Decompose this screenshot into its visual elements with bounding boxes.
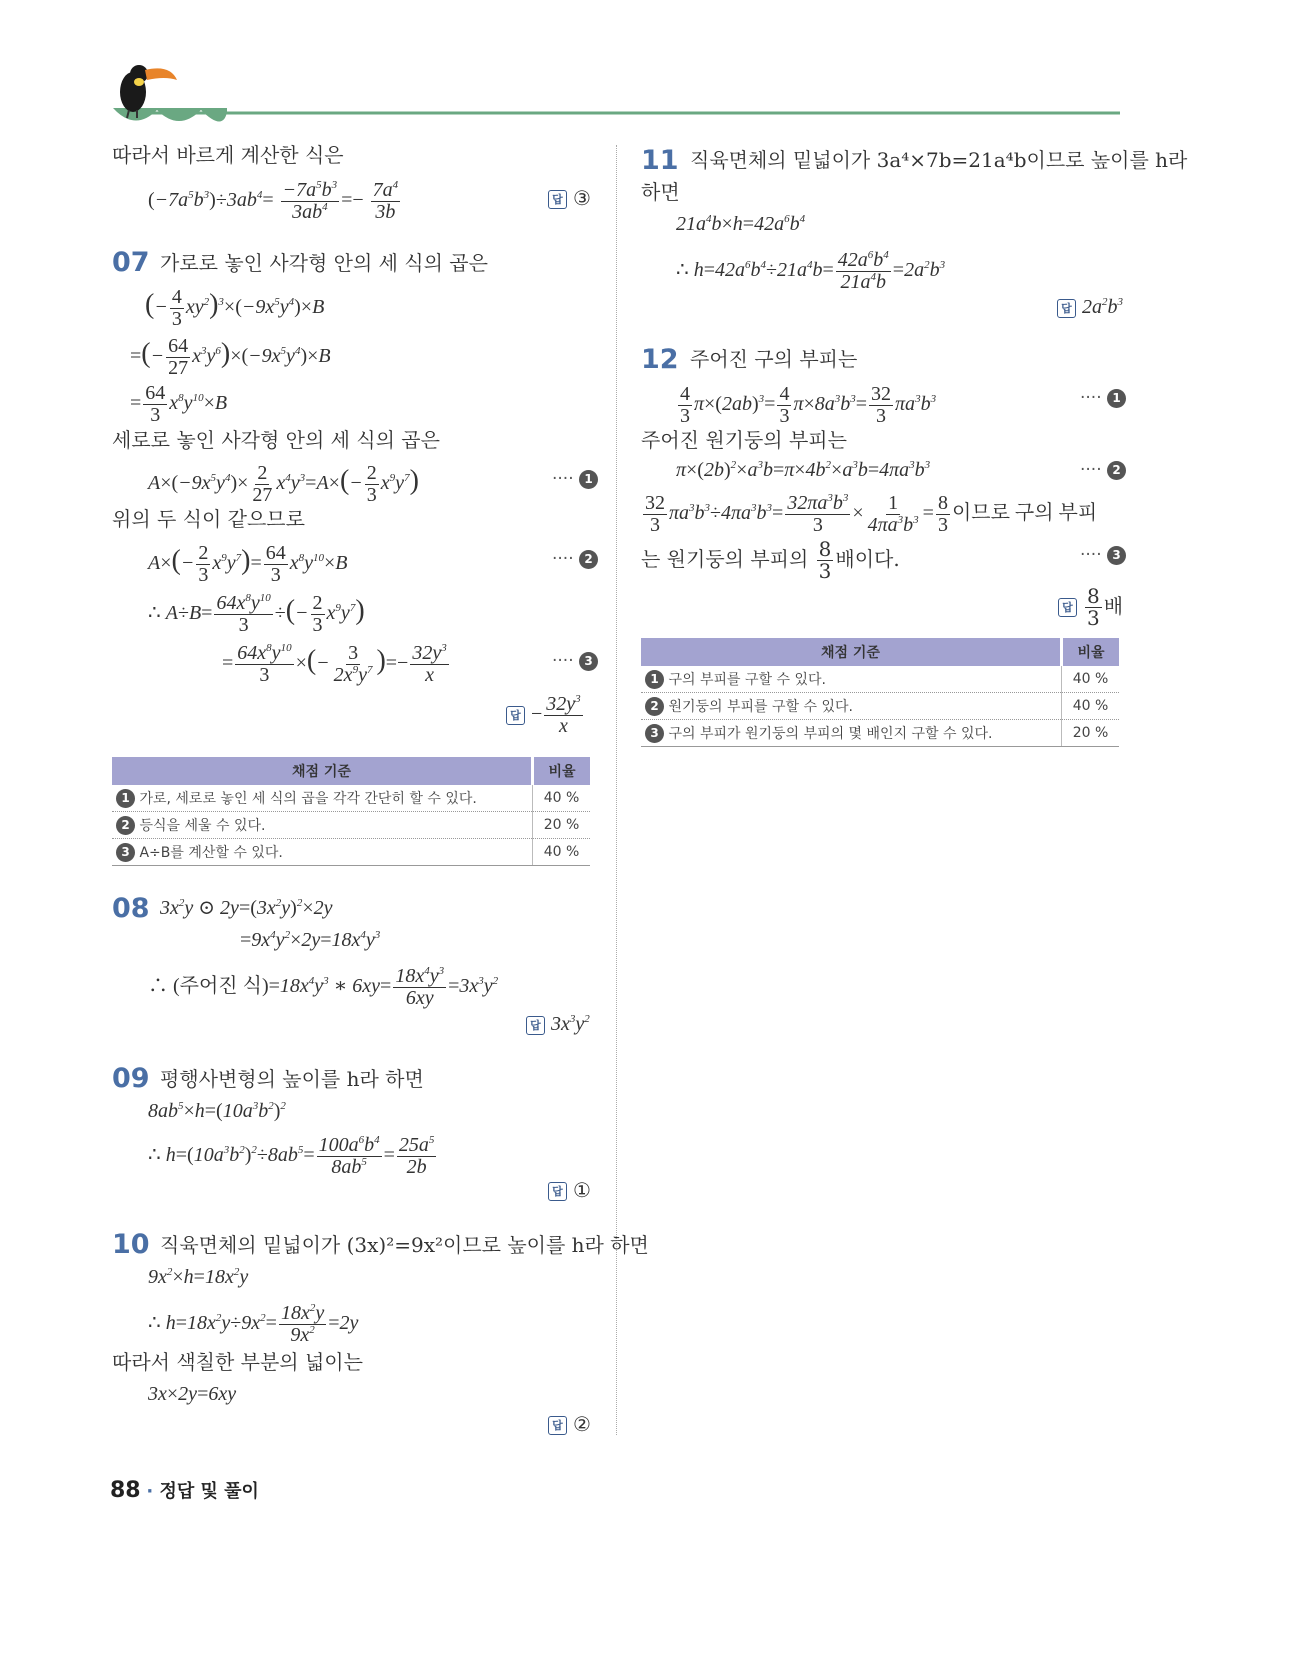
answer-06: 답 ③	[548, 186, 591, 210]
eq-12-2: $\pi\times(2b)^2\times a^3b=\pi\times 4b^2\times a^3b=4\pi a^3b^3$	[676, 459, 931, 481]
p12-tail: 는 원기둥의 부피의 $\frac{8}{3}$ 배이다.	[641, 537, 900, 583]
p12-lead: 주어진 구의 부피는	[690, 347, 858, 371]
intro-text: 따라서 바르게 계산한 식은	[112, 143, 344, 167]
problem-number-10: 10	[112, 1229, 150, 1260]
eq-06: $(-7a^5b^3)\div 3ab^4=$ $\frac{-7a^5b^3}{3ab^4}$ =− $\frac{7a^4}{3b}$	[148, 179, 399, 223]
scoring-table-07	[112, 757, 590, 866]
eq-07-5: A×(− $\frac{2}{3}$ $x^9y^7)=$ $\frac{64}{3}$ $x^8y^{10}\times B$	[148, 542, 348, 586]
table-header-criteria: 채점 기준	[641, 638, 1062, 666]
table-row: 3 A÷B를 계산할 수 있다. 40 %	[112, 839, 590, 866]
problem-number-11: 11	[641, 145, 679, 176]
page-number: 88	[110, 1478, 141, 1503]
eq-07-4: $A\times(-9x^5y^4)\times$ $\frac{2}{27}$ $x^4y^3=A\times(-$ $\frac{2}{3}$ $x^9y^7$)	[148, 462, 419, 506]
footer-section: 정답 및 풀이	[159, 1481, 259, 1502]
answer-10: 답 ②	[548, 1412, 591, 1436]
table-header-criteria: 채점 기준	[112, 757, 533, 785]
answer-07: 답 − $\frac{32y^3}{x}$	[506, 694, 585, 737]
answer-12: 답 $\frac{8}{3}$ 배	[1058, 586, 1123, 629]
marker-1: ···· 1	[1080, 388, 1126, 408]
scoring-table-12	[641, 638, 1119, 747]
eq-10-2: ∴ $h=18x^2y\div 9x^2=$ $\frac{18x^2y}{9x^2}$ =2y	[148, 1302, 359, 1346]
eq-10-1: $9x^2\times h=18x^2y$	[148, 1266, 249, 1288]
eq-11-2: ∴ $h=42a^6b^4\div 21a^4b=$ $\frac{42a^6b^4}{21a^4b}$ $=2a^2b^3$	[676, 249, 946, 293]
p09-lead: 평행사변형의 높이를 h라 하면	[160, 1067, 424, 1091]
table-row: 3 구의 부피가 원기둥의 부피의 몇 배인지 구할 수 있다. 20 %	[641, 720, 1119, 747]
table-row: 1 가로, 세로로 놓인 세 식의 곱을 각각 간단히 할 수 있다. 40 %	[112, 785, 590, 812]
marker-3: ···· 3	[1080, 545, 1126, 565]
p10-mid: 따라서 색칠한 부분의 넓이는	[112, 1350, 363, 1374]
problem-number-08: 08	[112, 893, 150, 924]
table-header-ratio: 비율	[1062, 638, 1120, 666]
eq-07-2: =(− $\frac{64}{27}$ $x^3y^6)\times(-9x^5y^4)\times B$	[130, 335, 331, 379]
p07-mid1: 세로로 놓인 사각형 안의 세 식의 곱은	[112, 428, 440, 452]
eq-08-1: $3x^2y$ ⊙ $2y=(3x^2y)^2\times 2y$	[160, 897, 333, 919]
eq-07-7: = $\frac{64x^8y^{10}}{3}$ ×(− $\frac{3}{2x^9y^7}$ )=− $\frac{32y^3}{x}$	[222, 642, 447, 686]
table-header-ratio: 비율	[533, 757, 591, 785]
footer: 88 · 정답 및 풀이	[110, 1478, 259, 1503]
table-row: 2 원기둥의 부피를 구할 수 있다. 40 %	[641, 693, 1119, 720]
marker-3: ···· 3	[552, 651, 598, 671]
header-decoration	[105, 60, 1125, 130]
answer-08: 답 $3x^3y^2$	[526, 1013, 590, 1036]
eq-09-1: $8ab^5\times h=(10a^3b^2)^2$	[148, 1100, 286, 1122]
p07-lead: 가로로 놓인 사각형 안의 세 식의 곱은	[160, 251, 488, 275]
eq-07-3: = $\frac{64}{3}$ $x^8y^{10}\times B$	[130, 382, 228, 426]
p11-lead2: 하면	[641, 180, 680, 204]
eq-07-1: (− $\frac{4}{3}$ $xy^2)^3\times(-9x^5y^4)\times B$	[145, 286, 325, 330]
answer-11: 답 $2a^2b^3$	[1057, 296, 1123, 319]
eq-07-6: ∴ A÷B= $\frac{64x^8y^{10}}{3}$ ÷(− $\frac{2}{3}$ $x^9y^7$)	[148, 592, 365, 636]
p11-lead: 직육면체의 밑넓이가 3a⁴×7b=21a⁴b이므로 높이를 h라	[690, 148, 1188, 172]
eq-11-1: $21a^4b\times h=42a^6b^4$	[676, 213, 806, 235]
table-row: 1 구의 부피를 구할 수 있다. 40 %	[641, 666, 1119, 693]
marker-2: ···· 2	[1080, 460, 1126, 480]
marker-1: ···· 1	[552, 469, 598, 489]
problem-number-12: 12	[641, 344, 679, 375]
p10-lead: 직육면체의 밑넓이가 (3x)²=9x²이므로 높이를 h라 하면	[160, 1233, 649, 1257]
eq-10-3: 3x×2y=6xy	[148, 1383, 237, 1405]
answer-09: 답 ①	[548, 1178, 591, 1202]
p07-mid2: 위의 두 식이 같으므로	[112, 507, 305, 531]
problem-number-07: 07	[112, 247, 150, 278]
eq-12-1: $\frac{4}{3}$ $\pi\times(2ab)^3=$ $\frac{4}{3}$ $\pi\times 8a^3b^3=$ $\frac{32}{3}$ $\pi a^3b^3$	[680, 383, 937, 427]
p12-mid: 주어진 원기둥의 부피는	[641, 428, 847, 452]
table-row: 2 등식을 세울 수 있다. 20 %	[112, 812, 590, 839]
eq-08-3: ∴ (주어진 식)$=18x^4y^3$ ∗ 6xy= $\frac{18x^4y^3}{6xy}$ $=3x^3y^2$	[148, 965, 499, 1009]
eq-08-2: $=9x^4y^2\times 2y=18x^4y^3$	[240, 929, 381, 951]
eq-09-2: ∴ $h=(10a^3b^2)^2\div 8ab^5=$ $\frac{100a^6b^4}{8ab^5}$ = $\frac{25a^5}{2b}$	[148, 1134, 435, 1178]
problem-number-09: 09	[112, 1063, 150, 1094]
eq-12-3: $\frac{32}{3}$ $\pi a^3b^3\div 4\pi a^3b^3=$ $\frac{32\pi a^3b^3}{3}$ × $\frac{1}{4\pi a^3b^3}$ = $\frac{8}{3}$ 이므로 구의 부피	[645, 492, 1098, 536]
marker-2: ···· 2	[552, 549, 598, 569]
